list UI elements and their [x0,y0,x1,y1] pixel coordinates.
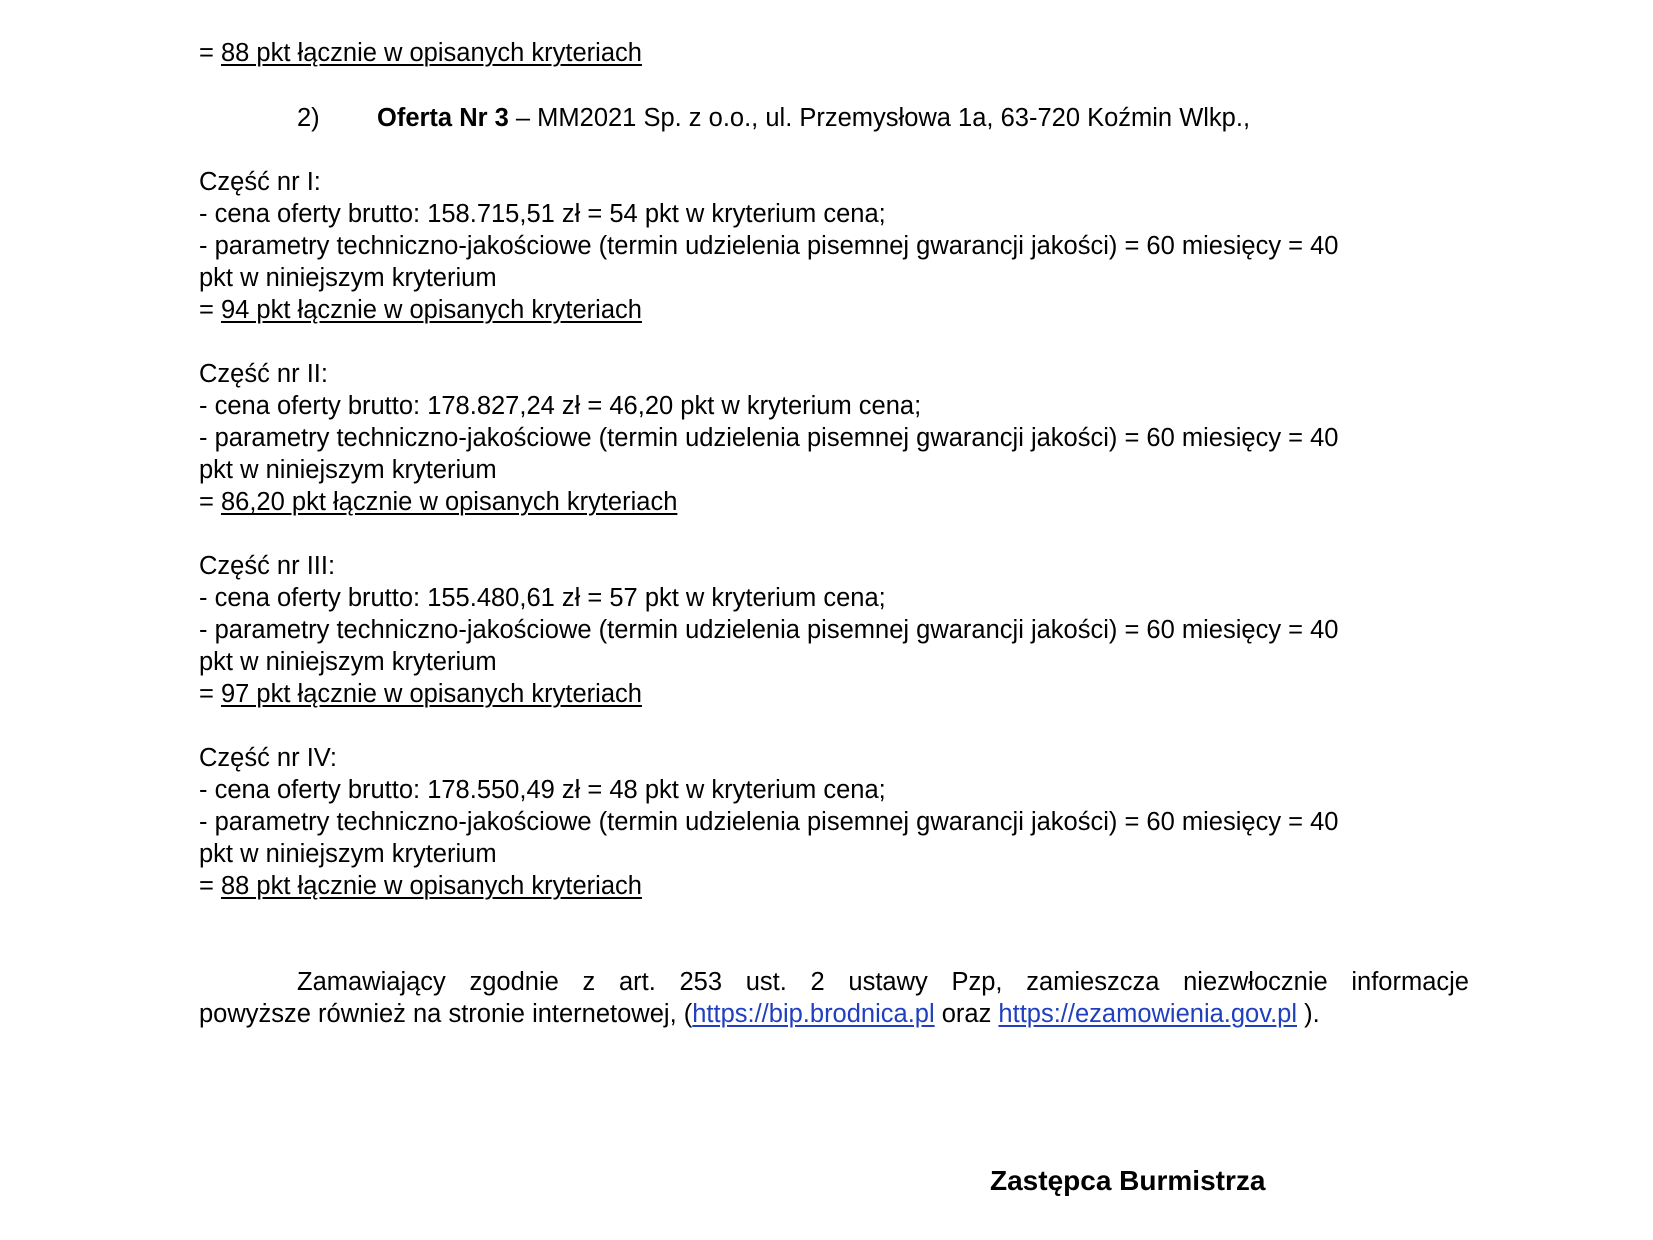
part-tech-cont: pkt w niniejszym kryterium [199,264,497,292]
part-total: 86,20 pkt łącznie w opisanych kryteriach [220,488,678,516]
part-price-line: - cena oferty brutto: 155.480,61 zł = 57 pkt w kryterium cena; [199,584,886,612]
offer-title-bold: Oferta Nr 3 [377,104,509,132]
part-total-line [199,870,642,902]
part-price-line: - cena oferty brutto: 158.715,51 zł = 54 pkt w kryterium cena; [199,200,886,228]
part-total: 88 pkt łącznie w opisanych kryteriach [220,872,642,900]
part-heading: Część nr IV: [199,744,337,772]
part-tech-cont: pkt w niniejszym kryterium [199,648,497,676]
part-tech-line: - parametry techniczno-jakościowe (termin udzielenia pisemnej gwarancji jakości) = 60 miesięcy = 40 [199,616,1339,644]
part-price-line: - cena oferty brutto: 178.827,24 zł = 46,20 pkt w kryterium cena; [199,392,922,420]
top-total-prefix: = [199,39,221,67]
part-heading: Część nr II: [199,360,328,388]
notice-text-middle: oraz [934,1000,999,1028]
part-total-prefix: = [199,488,221,516]
part-tech-line: - parametry techniczno-jakościowe (termin udzielenia pisemnej gwarancji jakości) = 60 miesięcy = 40 [199,232,1339,260]
notice-text-start: powyższe również na stronie internetowej, ( [199,1000,693,1028]
ezamowienia-link[interactable]: https://ezamowienia.gov.pl [998,1000,1298,1028]
part-total-prefix: = [199,296,221,324]
offer-number: 2) [297,104,320,132]
notice-line-1: Zamawiający zgodnie z art. 253 ust. 2 ustawy Pzp, zamieszcza niezwłocznie informacje [297,968,1469,996]
top-total-text: 88 pkt łącznie w opisanych kryteriach [220,39,642,67]
part-tech-line: - parametry techniczno-jakościowe (termin udzielenia pisemnej gwarancji jakości) = 60 miesięcy = 40 [199,808,1339,836]
offer-title [377,102,1250,134]
bip-brodnica-link[interactable]: https://bip.brodnica.pl [692,1000,935,1028]
part-heading: Część nr I: [199,168,321,196]
notice-line-2 [199,998,1320,1030]
part-total-line [199,486,677,518]
part-tech-line: - parametry techniczno-jakościowe (termin udzielenia pisemnej gwarancji jakości) = 60 miesięcy = 40 [199,424,1339,452]
part-total: 97 pkt łącznie w opisanych kryteriach [220,680,642,708]
notice-text-end: ). [1297,1000,1320,1028]
top-total-line [199,37,642,69]
part-tech-cont: pkt w niniejszym kryterium [199,840,497,868]
part-total-line [199,678,642,710]
part-tech-cont: pkt w niniejszym kryterium [199,456,497,484]
part-total: 94 pkt łącznie w opisanych kryteriach [220,296,642,324]
offer-title-rest: – MM2021 Sp. z o.o., ul. Przemysłowa 1a, 63-720 Koźmin Wlkp., [508,104,1251,132]
part-total-prefix: = [199,872,221,900]
part-total-line [199,294,642,326]
signature-title: Zastępca Burmistrza [990,1165,1266,1196]
part-total-prefix: = [199,680,221,708]
part-price-line: - cena oferty brutto: 178.550,49 zł = 48 pkt w kryterium cena; [199,776,886,804]
part-heading: Część nr III: [199,552,336,580]
